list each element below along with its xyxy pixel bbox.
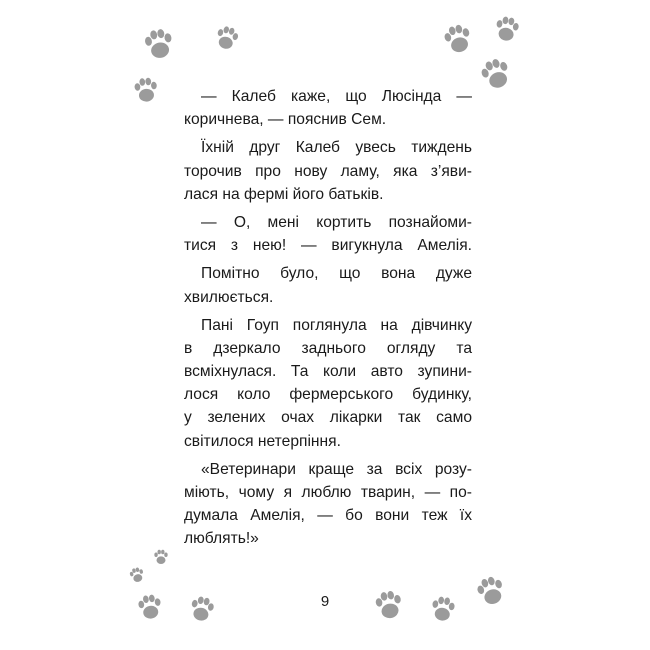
- paw-print-icon: [478, 56, 514, 92]
- text-line: всміхнулася. Та коли авто зупини-: [184, 363, 472, 381]
- text-line: лося коло фермерського будинку,: [184, 386, 472, 404]
- text-line: «Ветеринари краще за всіх розу-: [201, 460, 472, 478]
- page-number: 9: [320, 593, 330, 610]
- paw-print-icon: [131, 75, 161, 105]
- text-line: хвилюється.: [184, 288, 274, 306]
- paw-print-icon: [212, 24, 242, 52]
- paw-print-icon: [186, 594, 218, 624]
- body-text: [184, 85, 472, 551]
- text-line: світилося нетерпіння.: [184, 432, 341, 450]
- text-line: міють, чому я люблю тварин, — по-: [184, 484, 472, 501]
- paw-print-icon: [128, 566, 146, 584]
- paw-print-icon: [492, 14, 522, 44]
- paw-print-icon: [152, 548, 170, 566]
- paw-print-icon: [140, 26, 178, 62]
- text-line: тися з нею! — вигукнула Амелія.: [184, 237, 472, 255]
- text-line: у зелених очах лікарки так само: [184, 409, 472, 427]
- text-line: торочив про нову ламу, яка з’яви-: [184, 162, 472, 180]
- text-line: Пані Гоуп поглянула на дівчинку: [201, 316, 472, 334]
- paw-print-icon: [428, 594, 458, 624]
- text-line: Їхній друг Калеб увесь тиждень: [201, 139, 472, 157]
- text-line: в дзеркало заднього огляду та: [184, 339, 472, 357]
- text-line: коричнева, — пояснив Сем.: [184, 111, 387, 129]
- paw-print-icon: [372, 588, 406, 622]
- text-line: люблять!»: [184, 530, 259, 548]
- text-line: думала Амелія, — бо вони теж їх: [184, 507, 472, 525]
- text-line: — О, мені кортить познайоми-: [201, 213, 472, 231]
- text-line: Помітно було, що вона дуже: [201, 265, 472, 283]
- text-line: — Калеб каже, що Люсінда —: [201, 88, 472, 105]
- text-line: лася на фермі його батьків.: [184, 185, 384, 203]
- paw-print-icon: [440, 22, 476, 56]
- paw-print-icon: [134, 592, 166, 622]
- paw-print-icon: [474, 574, 508, 608]
